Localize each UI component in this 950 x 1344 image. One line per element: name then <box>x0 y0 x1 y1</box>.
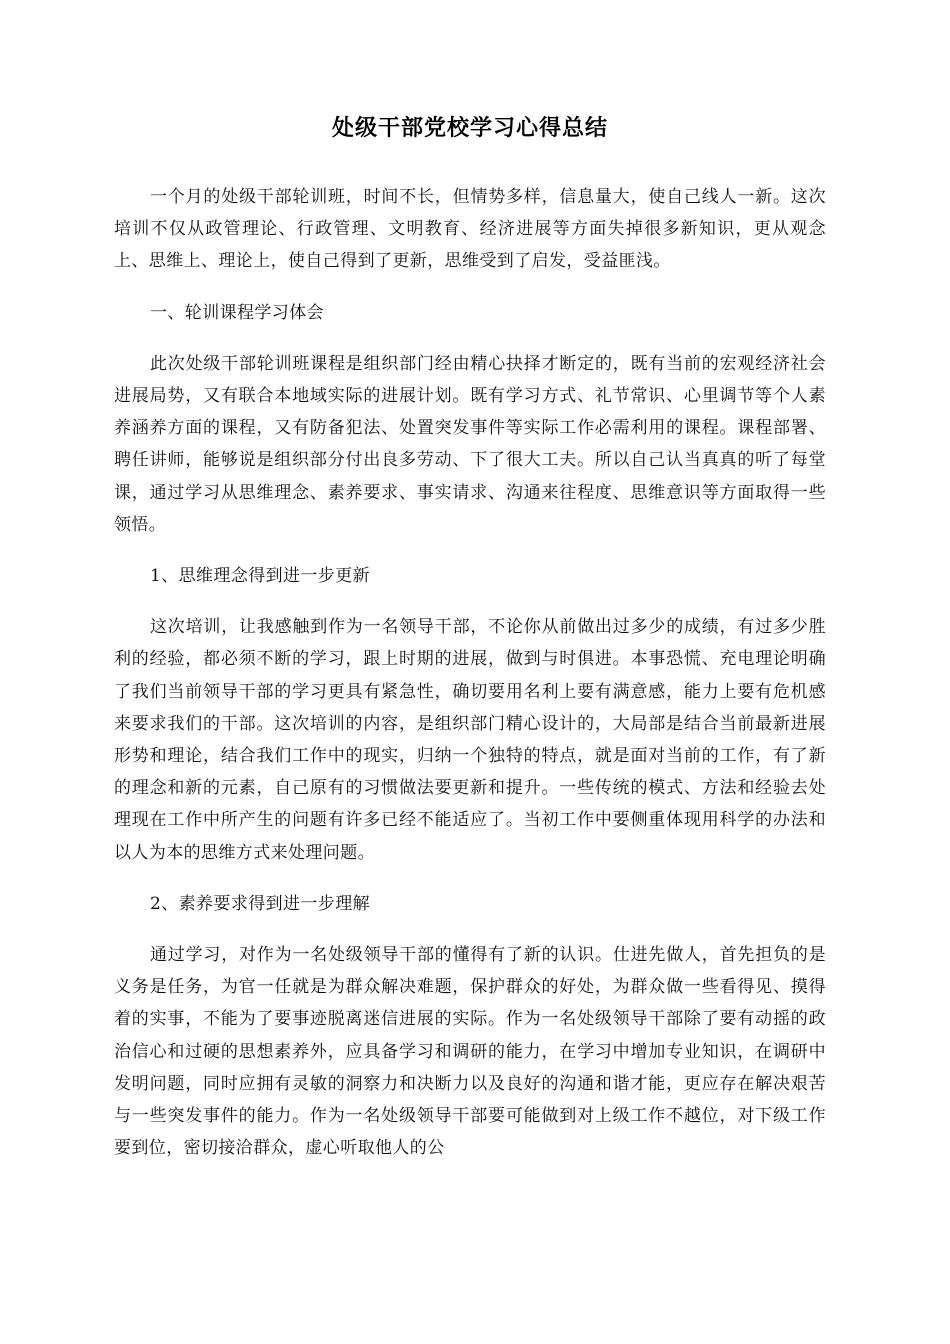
quality-paragraph: 通过学习，对作为一名处级领导干部的懂得有了新的认识。仕进先做人，首先担负的是义务是任务，为官一任就是为群众解决难题，保护群众的好处，为群众做一些看得见、摸得着的实事，不能为了要事迹脱离迷信进展的实际。作为一名处级领导干部除了要有动摇的政治信心和过硬的思想素养外，应具备学习和调研的能力，在学习中增加专业知识，在调研中发明问题，同时应拥有灵敏的洞察力和决断力以及良好的沟通和谐才能，更应存在解决艰苦与一些突发事件的能力。作为一名处级领导干部要可能做到对上级工作不越位，对下级工作要到位，密切接洽群众，虚心听取他人的公 <box>114 945 826 1159</box>
intro-paragraph: 一个月的处级干部轮训班，时间不长，但情势多样，信息量大，使自己线人一新。这次培训不仅从政管理论、行政管理、文明教育、经济进展等方面失掉很多新知识，更从观念上、思维上、理论上，使自己得到了更新，思维受到了启发，受益匪浅。 <box>114 187 826 272</box>
thinking-paragraph: 这次培训，让我感触到作为一名领导干部，不论你从前做出过多少的成绩，有过多少胜利的经验，都必须不断的学习，跟上时期的进展，做到与时俱进。本事恐慌、充电理论明确了我们当前领导干部的学习更具有紧急性，确切要用名利上要有满意感，能力上要有危机感来要求我们的干部。这次培训的内容，是组织部门精心设计的，大局部是结合当前最新进展形势和理论，结合我们工作中的现实，归纳一个独特的特点，就是面对当前的工作，有了新的理念和新的元素，自己原有的习惯做法要更新和提升。一些传统的模式、方法和经验去处理现在工作中所产生的问题有许多已经不能适应了。当初工作中要侧重体现用科学的办法和以人为本的思维方式来处理问题。 <box>114 617 826 863</box>
subheading-quality: 2、素养要求得到进一步理解 <box>150 893 371 914</box>
document-title: 处级干部党校学习心得总结 <box>331 116 608 141</box>
subheading-thinking: 1、思维理念得到进一步更新 <box>150 566 371 587</box>
course-paragraph: 此次处级干部轮训班课程是组织部门经由精心抉择才断定的，既有当前的宏观经济社会进展局势，又有联合本地域实际的进展计划。既有学习方式、礼节常识、心里调节等个人素养涵养方面的课程，又有防备犯法、处置突发事件等实际工作必需利用的课程。课程部署、聘任讲师，能够说是组织部分付出良多劳动、下了很大工夫。所以自己认当真真的听了每堂课，通过学习从思维理念、素养要求、事实请求、沟通来往程度、思维意识等方面取得一些领悟。 <box>114 353 826 535</box>
section-heading-course: 一、轮训课程学习体会 <box>150 302 324 323</box>
document-page <box>114 112 826 1164</box>
